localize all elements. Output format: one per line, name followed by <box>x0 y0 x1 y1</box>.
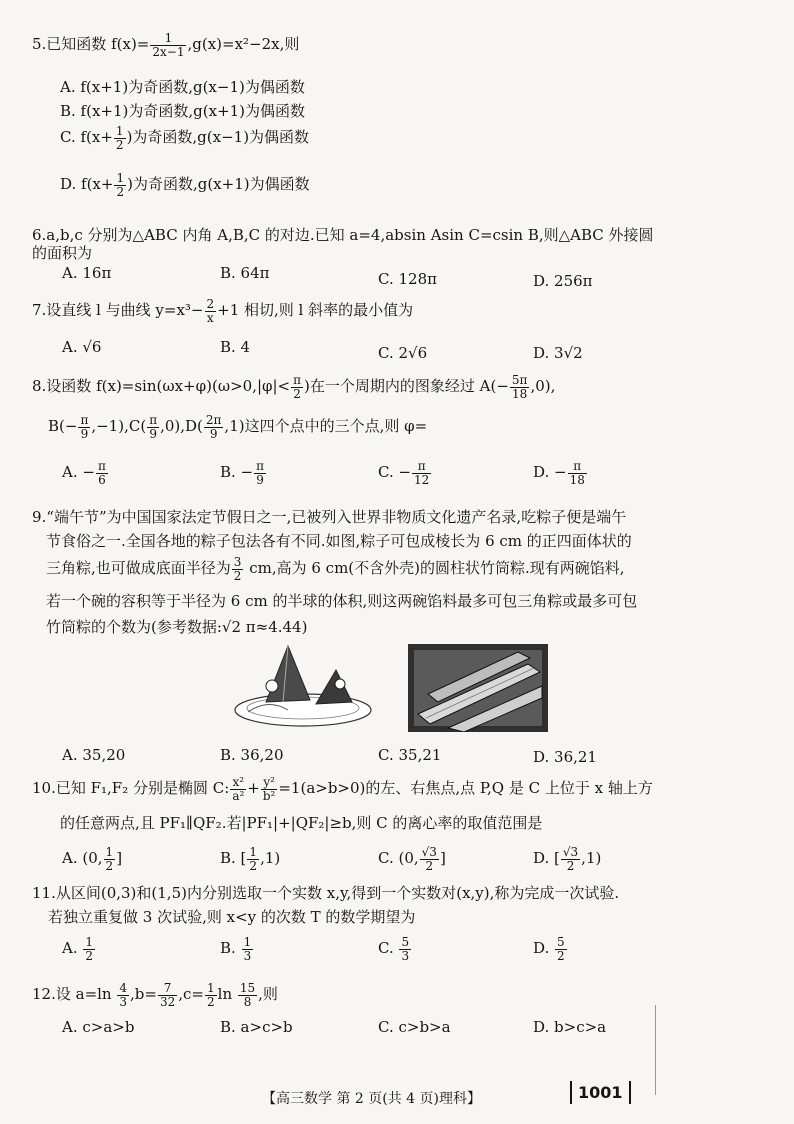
page-footer: 【高三数学 第 2 页(共 4 页)理科】 <box>262 1091 481 1107</box>
q7-option-b: B. 4 <box>220 338 251 356</box>
q11-stem-line2: 若独立重复做 3 次试验,则 x<y 的次数 T 的数学期望为 <box>48 908 416 926</box>
q11-option-b: B. $\frac{1}{3}$ <box>220 935 252 963</box>
q9-option-a: A. 35,20 <box>62 746 126 764</box>
q6-option-a: A. 16π <box>62 264 112 282</box>
q11-option-a: A. $\frac{1}{2}$ <box>62 935 94 963</box>
q12-option-b: B. a>c>b <box>220 1018 293 1036</box>
q5-option-c: C. f(x+ $\frac{1}{2}$ )为奇函数,g(x−1)为偶函数 <box>60 124 310 152</box>
q5-stem: 5.已知函数 f(x)= $\frac{1}{2x-1}$ ,g(x)=x²−2x,则 <box>32 31 300 59</box>
q5-option-d: D. f(x+ $\frac{1}{2}$ )为奇函数,g(x+1)为偶函数 <box>60 171 310 199</box>
q12-option-d: D. b>c>a <box>533 1018 607 1036</box>
q8-stem-line2: B(− $\frac{\pi}{9}$ ,−1),C( $\frac{\pi}{9}$ ,0),D( $\frac{2\pi}{9}$ ,1)这四个点中的三个点,则 φ= <box>48 413 428 441</box>
q6-stem-line1: 6.a,b,c 分别为△ABC 内角 A,B,C 的对边.已知 a=4,absin Asin C=csin B,则△ABC 外接圆 <box>32 226 654 244</box>
q7-option-c: C. 2√6 <box>378 344 428 362</box>
q7-option-a: A. √6 <box>62 338 102 356</box>
q9-option-d: D. 36,21 <box>533 748 597 766</box>
q5-option-a: A. f(x+1)为奇函数,g(x−1)为偶函数 <box>60 78 305 96</box>
q9-stem-line2: 节食俗之一.全国各地的粽子包法各有不同.如图,粽子可包成棱长为 6 cm 的正四面体状的 <box>46 532 632 550</box>
q7-option-d: D. 3√2 <box>533 344 583 362</box>
q8-option-b: B. − $\frac{\pi}{9}$ <box>220 459 265 487</box>
q12-option-c: C. c>b>a <box>378 1018 451 1036</box>
q11-option-d: D. $\frac{5}{2}$ <box>533 935 565 963</box>
q8-option-a: A. − $\frac{\pi}{6}$ <box>62 459 106 487</box>
q12-stem: 12.设 a=ln $\frac{4}{3}$ ,b= $\frac{7}{32}$ ,c= $\frac{1}{2}$ ln $\frac{15}{8}$ ,则 <box>32 981 278 1009</box>
q6-option-d: D. 256π <box>533 272 593 290</box>
q8-stem-line1: 8.设函数 f(x)=sin(ωx+φ)(ω>0,|φ|< $\frac{\pi}{2}$ )在一个周期内的图象经过 A(− $\frac{5\pi}{18}$ ,0), <box>32 373 556 401</box>
bamboo-zongzi-image <box>408 644 548 732</box>
q10-option-a: A. (0, $\frac{1}{2}$ ] <box>62 845 123 873</box>
q10-stem-line1: 10.已知 F₁,F₂ 分别是椭圆 C: $\frac{\text{x²}}{\text{a²}}$ + $\frac{\text{y²}}{\text{b²}}$ =1(a>b>0)的左、右焦点,点 P,Q 是 C 上位于 x 轴上方 <box>32 775 653 803</box>
q6-option-c: C. 128π <box>378 270 437 288</box>
q11-stem-line1: 11.从区间(0,3)和(1,5)内分别选取一个实数 x,y,得到一个实数对(x,y),称为完成一次试验. <box>32 884 620 902</box>
margin-line <box>655 1005 656 1095</box>
q10-stem-line2: 的任意两点,且 PF₁∥QF₂.若|PF₁|+|QF₂|≥b,则 C 的离心率的取值范围是 <box>60 814 543 832</box>
q12-option-a: A. c>a>b <box>62 1018 135 1036</box>
q6-stem-line2: 的面积为 <box>32 244 93 262</box>
q5-option-b: B. f(x+1)为奇函数,g(x+1)为偶函数 <box>60 102 306 120</box>
triangle-zongzi-image <box>228 640 378 730</box>
q9-option-c: C. 35,21 <box>378 746 442 764</box>
q9-stem-line4: 若一个碗的容积等于半径为 6 cm 的半球的体积,则这两碗馅料最多可包三角粽或最多可包 <box>46 592 638 610</box>
q10-option-b: B. [ $\frac{1}{2}$ ,1) <box>220 845 281 873</box>
q10-option-c: C. (0, $\frac{√3}{2}$ ] <box>378 845 446 873</box>
fraction: $\frac{1}{2x-1}$ <box>152 31 185 59</box>
q9-stem-line1: 9.“端午节”为中国国家法定节假日之一,已被列入世界非物质文化遗产名录,吃粽子便是端午 <box>32 508 627 526</box>
q9-stem-line3: 三角粽,也可做成底面半径为 $\frac{3}{2}$ cm,高为 6 cm(不含外壳)的圆柱状竹筒粽.现有两碗馅料, <box>46 555 625 583</box>
q6-option-b: B. 64π <box>220 264 270 282</box>
q9-option-b: B. 36,20 <box>220 746 284 764</box>
q8-option-c: C. − $\frac{\pi}{12}$ <box>378 459 430 487</box>
q10-option-d: D. [ $\frac{√3}{2}$ ,1) <box>533 845 602 873</box>
q8-option-d: D. − $\frac{\pi}{18}$ <box>533 459 585 487</box>
q11-option-c: C. $\frac{5}{3}$ <box>378 935 410 963</box>
q9-stem-line5: 竹筒粽的个数为(参考数据:√2 π≈4.44) <box>46 618 308 636</box>
q7-stem: 7.设直线 l 与曲线 y=x³− $\frac{2}{x}$ +1 相切,则 l 斜率的最小值为 <box>32 297 414 325</box>
paper-code: 1001 <box>570 1081 631 1104</box>
